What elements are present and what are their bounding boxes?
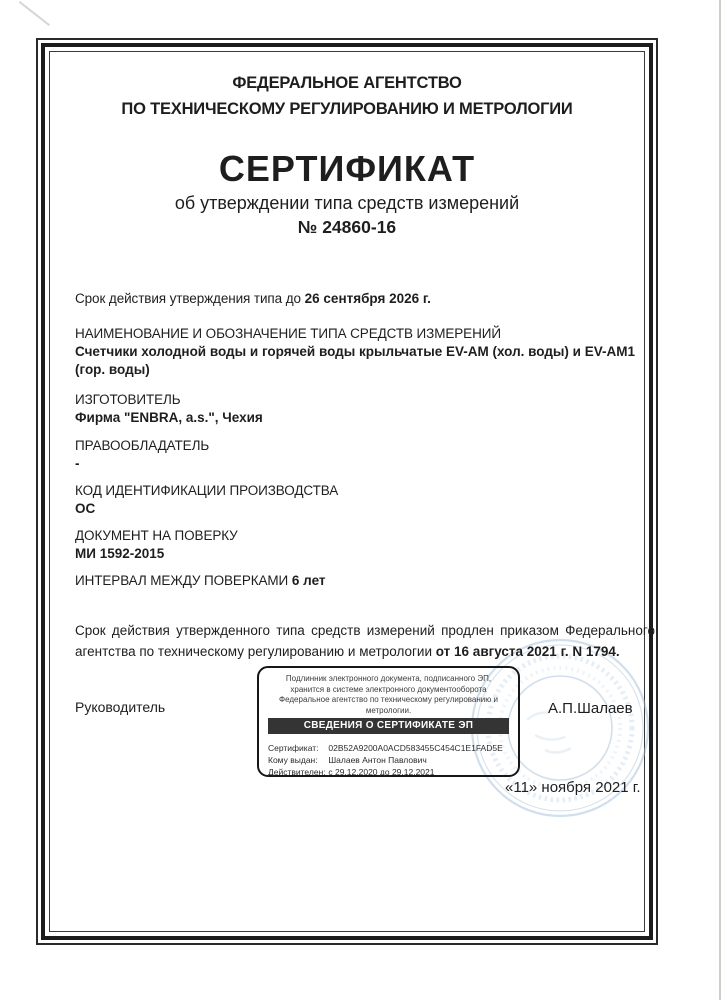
field-manufacturer-value: Фирма "ENBRA, a.s.", Чехия [75, 410, 263, 425]
ep-info-bar: СВЕДЕНИЯ О СЕРТИФИКАТЕ ЭП [268, 718, 509, 734]
field-name-designation-label: НАИМЕНОВАНИЕ И ОБОЗНАЧЕНИЕ ТИПА СРЕДСТВ ИЗМЕРЕНИЙ [75, 326, 501, 341]
field-validity-value: 26 сентября 2026 г. [304, 291, 431, 306]
certificate-subtitle: об утверждении типа средств измерений [174, 193, 520, 213]
digital-signature-box [257, 666, 520, 777]
ep-notice-line3: Федеральное агентство по техническому регулированию и [279, 695, 498, 704]
field-production-code-label: КОД ИДЕНТИФИКАЦИИ ПРОИЗВОДСТВА [75, 483, 339, 498]
agency-name-line1: ФЕДЕРАЛЬНОЕ АГЕНТСТВО [232, 74, 462, 92]
field-verification-interval-label: ИНТЕРВАЛ МЕЖДУ ПОВЕРКАМИ [75, 573, 289, 588]
field-verification-interval [75, 572, 655, 590]
field-right-holder-label: ПРАВООБЛАДАТЕЛЬ [75, 438, 210, 453]
extension-paragraph [75, 620, 655, 662]
extension-text: Срок действия утвержденного типа средств измерений продлен приказом Федерального агентства по техническому регулированию и метрологии [75, 623, 655, 659]
field-production-code [75, 482, 655, 518]
field-right-holder [75, 437, 655, 473]
page-edge-shadow [719, 0, 721, 1000]
ep-cert-details [268, 742, 509, 778]
ep-notice [268, 674, 509, 716]
ep-cert-owner-value: Шалаев Антон Павлович [328, 755, 427, 765]
field-verification-interval-value: 6 лет [291, 573, 326, 588]
field-validity-label: Срок действия утверждения типа до [75, 291, 301, 306]
field-verification-document [75, 527, 655, 563]
field-right-holder-value: - [75, 456, 80, 471]
agency-name-line2: ПО ТЕХНИЧЕСКОМУ РЕГУЛИРОВАНИЮ И МЕТРОЛОГИИ [121, 100, 573, 118]
ep-notice-line2: хранится в системе электронного документооборота [290, 684, 487, 694]
ep-cert-owner-label: Кому выдан: [268, 755, 318, 765]
field-verification-document-value: МИ 1592-2015 [75, 546, 165, 561]
field-name-designation-value: Счетчики холодной воды и горячей воды крыльчатые EV-AM (хол. воды) и EV-AM1 (гор. воды) [75, 344, 635, 377]
ep-cert-validity-value: с 29.12.2020 до 29.12.2021 [328, 767, 435, 777]
signature-date: «11» ноября 2021 г. [505, 779, 641, 796]
agency-name [41, 70, 653, 122]
certificate-number: № 24860-16 [297, 217, 397, 237]
ep-cert-validity-row [268, 766, 509, 778]
signature-role: Руководитель [75, 699, 166, 715]
field-production-code-value: ОС [75, 501, 96, 516]
signature-name: А.П.Шалаев [548, 700, 633, 717]
ep-cert-serial-value: 02B52A9200A0ACD583455C454C1E1FAD5E [328, 743, 503, 753]
ep-cert-owner-row [268, 754, 509, 766]
ep-notice-line1: Подлинник электронного документа, подписанного ЭП, [285, 674, 492, 683]
scan-artifact-line [19, 1, 50, 26]
extension-order: от 16 августа 2021 г. N 1794. [435, 644, 620, 659]
ep-cert-serial-label: Сертификат: [268, 743, 319, 753]
field-manufacturer [75, 391, 655, 427]
certificate-title: СЕРТИФИКАТ [218, 148, 476, 189]
field-name-designation [75, 325, 655, 379]
field-validity [75, 290, 655, 308]
ep-notice-line4: метрологии. [365, 705, 412, 715]
ep-cert-serial-row [268, 742, 509, 754]
field-verification-document-label: ДОКУМЕНТ НА ПОВЕРКУ [75, 528, 238, 543]
field-manufacturer-label: ИЗГОТОВИТЕЛЬ [75, 392, 181, 407]
ep-cert-validity-label: Действителен: [268, 767, 326, 777]
